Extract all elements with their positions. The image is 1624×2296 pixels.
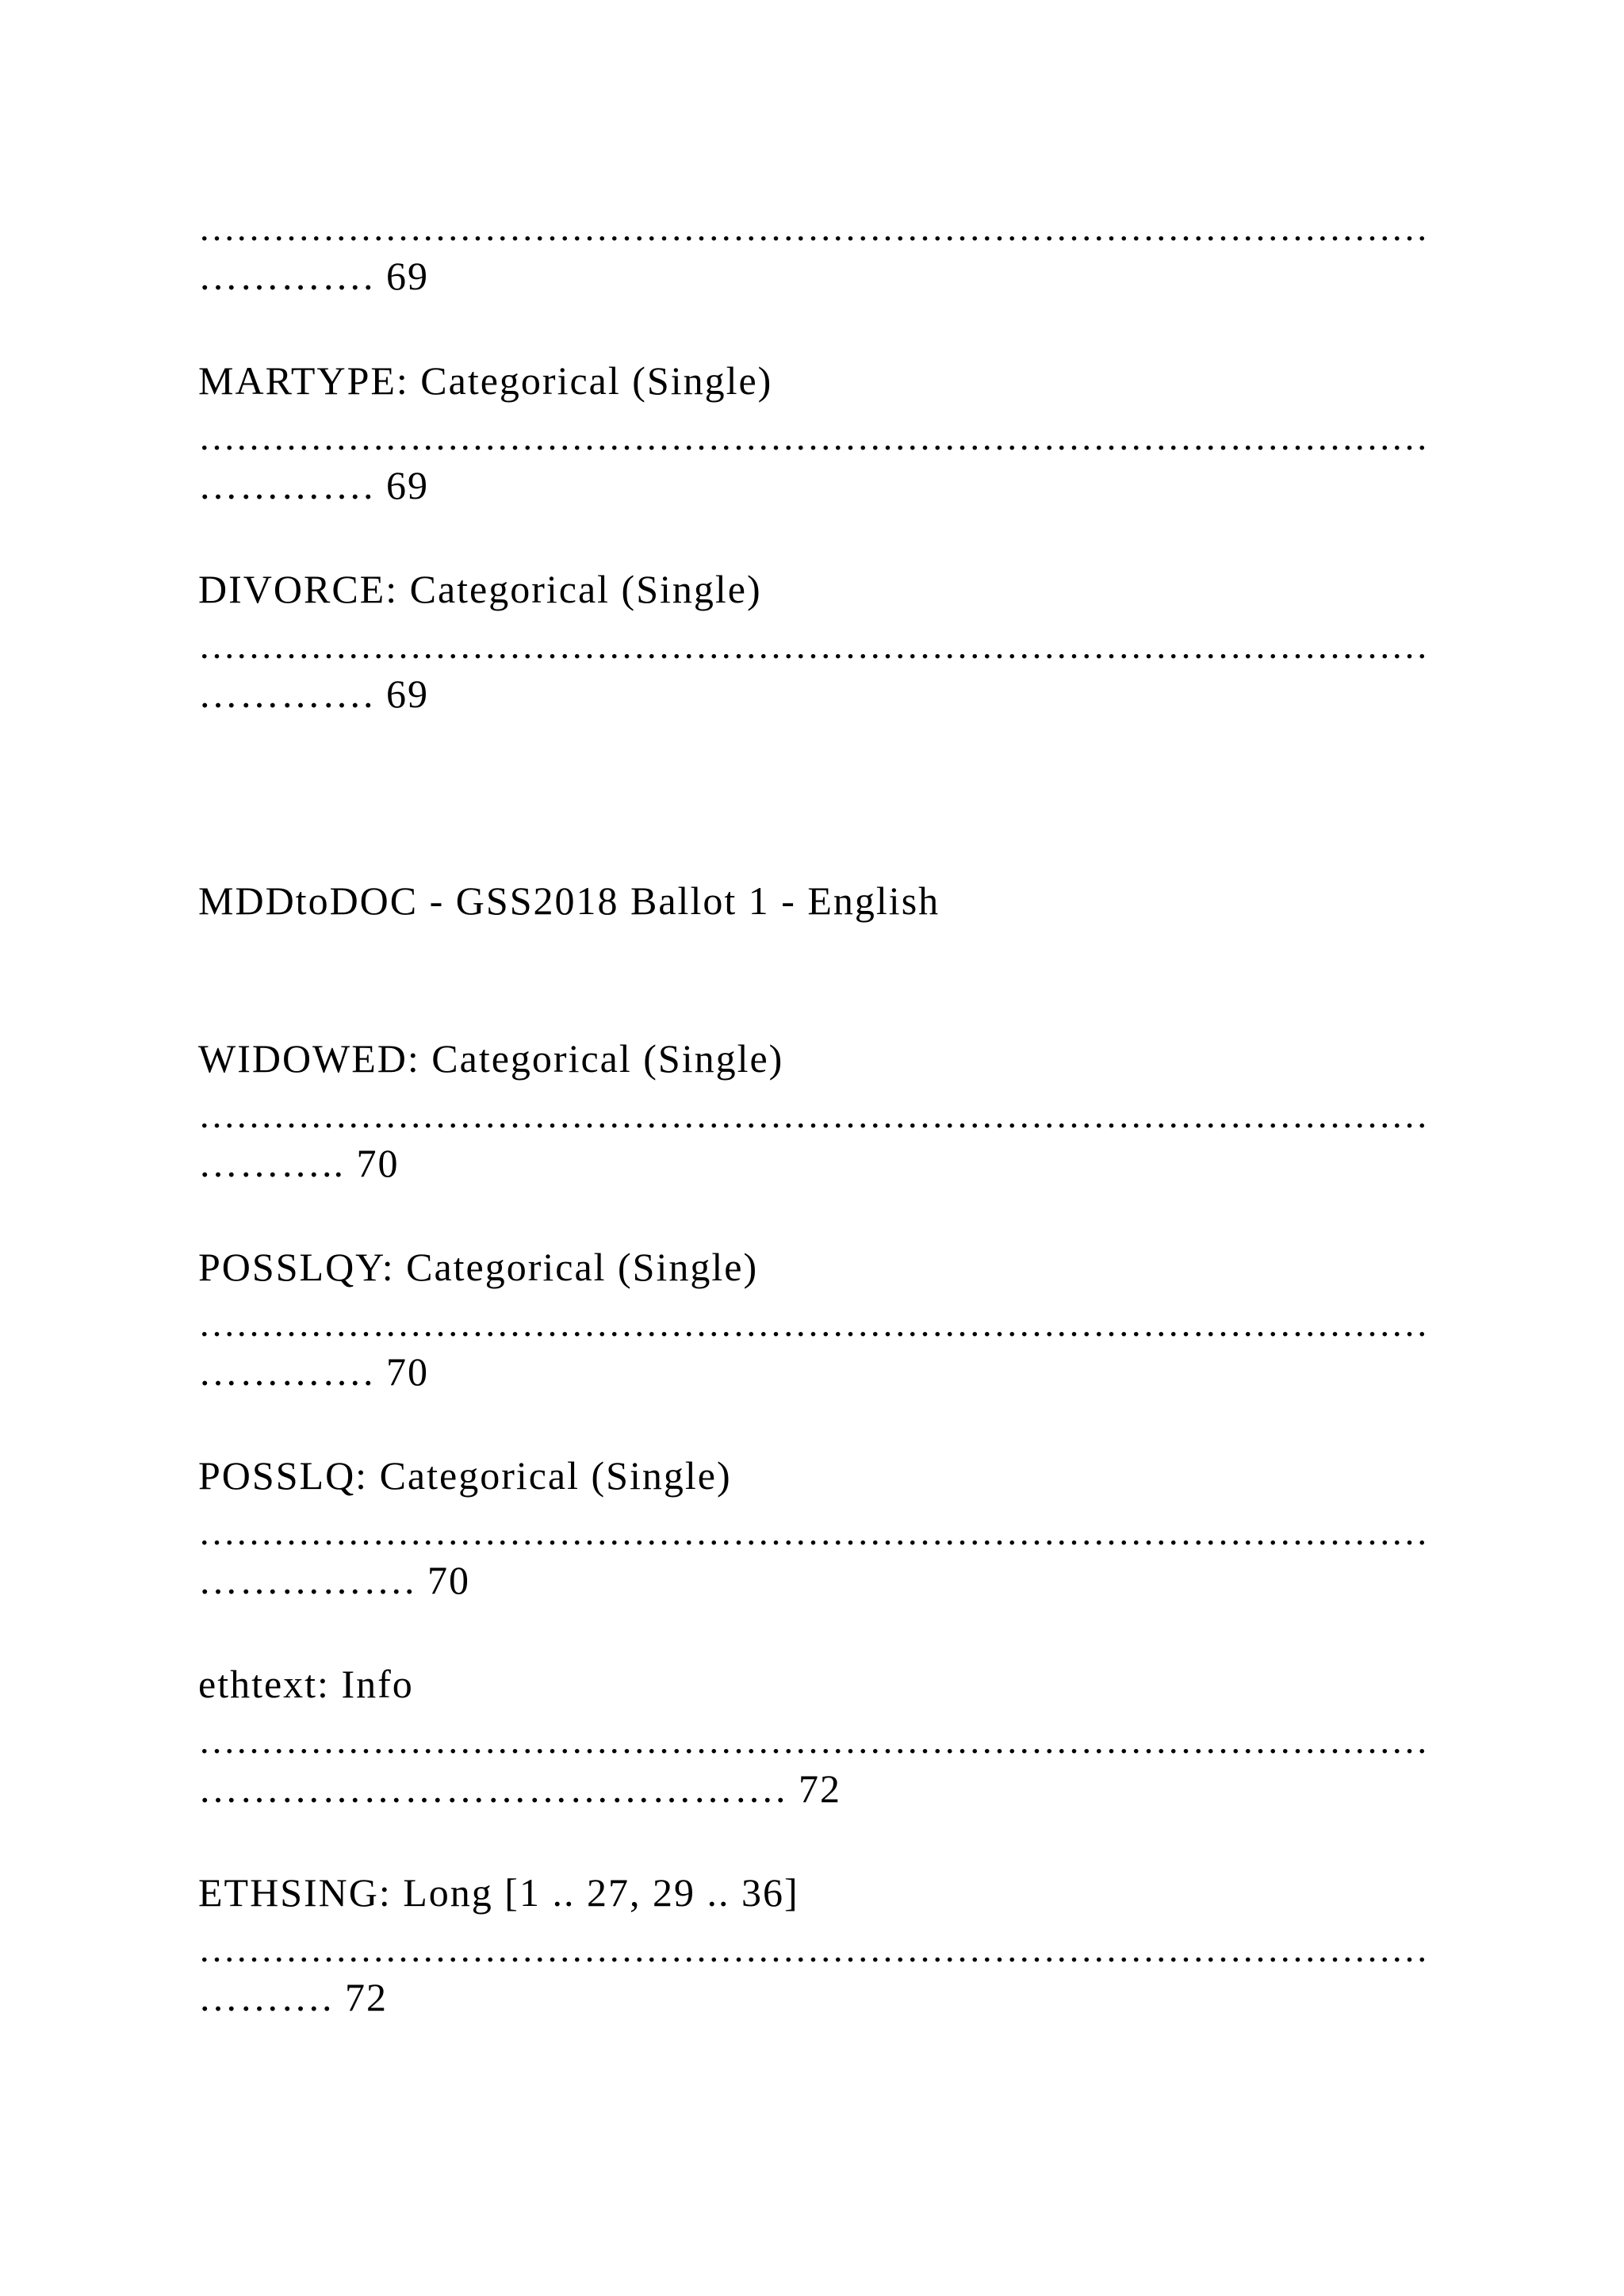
toc-leader-line: ……………………………………………………………………………………… [198, 417, 1428, 458]
toc-leader-line: ……………………………………………………………………………………… [198, 1720, 1428, 1762]
toc-leader-line: ……………………………………………………………………………………… [198, 1095, 1428, 1136]
toc-leader-line: ……………………………………………………………………………………… [198, 1303, 1428, 1345]
toc-page-ref: ………. 72 [198, 1975, 388, 2019]
section-header: MDDtoDOC - GSS2018 Ballot 1 - English [198, 878, 940, 923]
toc-entry-title: POSSLQY: Categorical (Single) [198, 1245, 759, 1289]
toc-page-ref: …………. 69 [198, 672, 429, 716]
toc-page-ref: …………. 69 [198, 254, 429, 298]
toc-entry-title: WIDOWED: Categorical (Single) [198, 1036, 784, 1081]
toc-page-ref: …………. 69 [198, 463, 429, 507]
toc-page-ref: ……………. 70 [198, 1558, 470, 1602]
toc-leader-line: ……………………………………………………………………………………… [198, 208, 1428, 249]
toc-page-ref: ……………………………………. 72 [198, 1766, 841, 1811]
toc-leader-line: ……………………………………………………………………………………… [198, 626, 1428, 667]
toc-leader-line: ……………………………………………………………………………………… [198, 1929, 1428, 1970]
toc-leader-line: ……………………………………………………………………………………… [198, 1512, 1428, 1553]
toc-page-ref: …………. 70 [198, 1349, 429, 1394]
toc-entry-title: ETHSING: Long [1 .. 27, 29 .. 36] [198, 1870, 799, 1915]
toc-entry-title: POSSLQ: Categorical (Single) [198, 1453, 732, 1498]
toc-entry-title: MARTYPE: Categorical (Single) [198, 358, 773, 403]
toc-entry-title: ethtext: Info [198, 1662, 414, 1706]
toc-entry-title: DIVORCE: Categorical (Single) [198, 567, 762, 611]
toc-page-ref: ……….. 70 [198, 1141, 400, 1185]
